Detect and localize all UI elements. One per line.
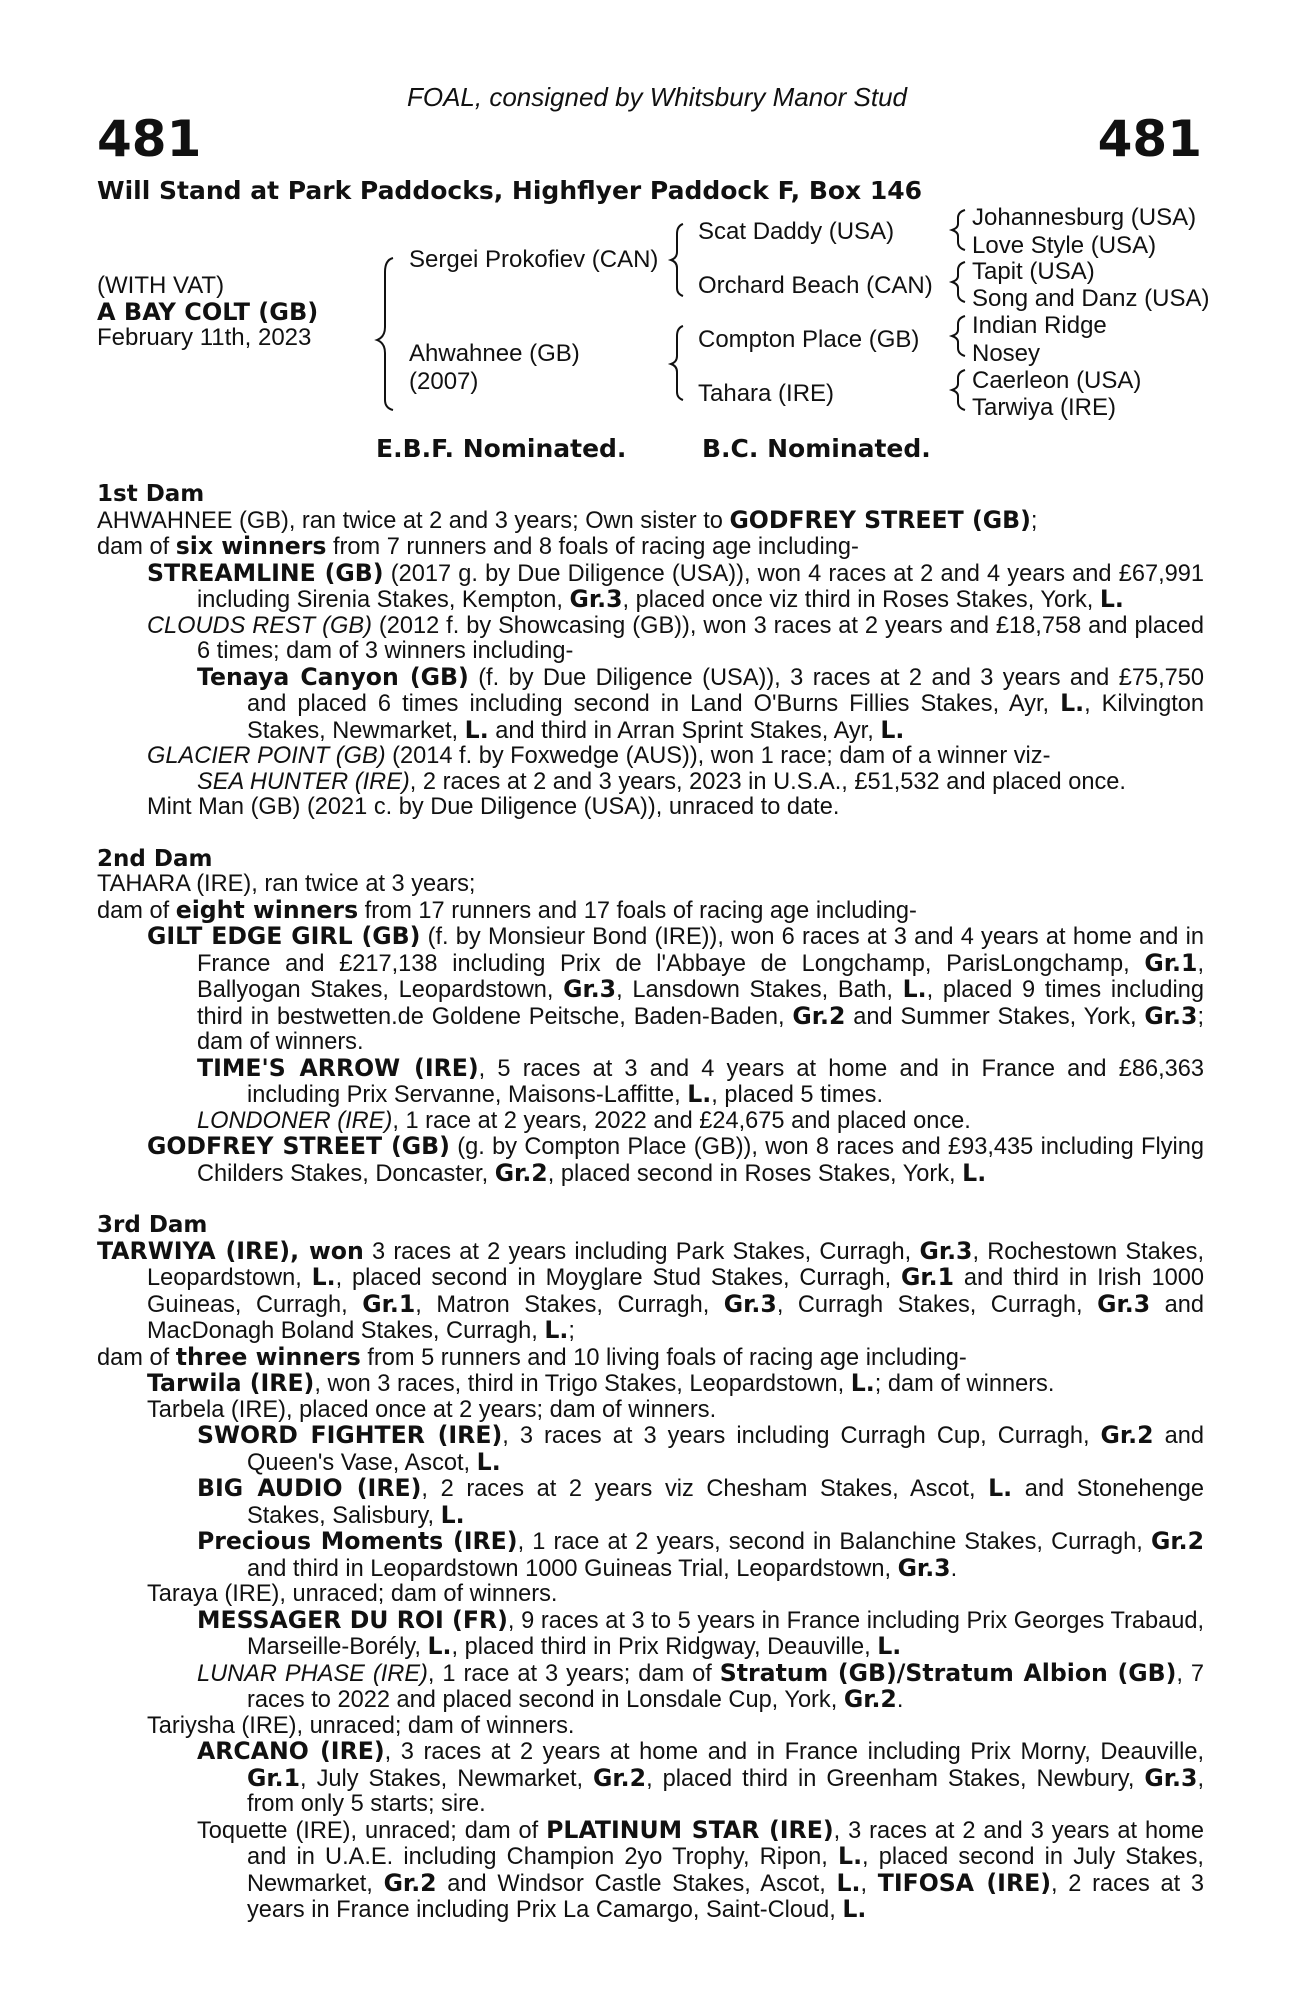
dam2-produce-2: TIME'S ARROW (IRE), 5 races at 3 and 4 years at home and in France and £86,363 including Prix Servanne, Maisons-Laffitte, L., placed 5 times. (197, 1053, 1204, 1108)
granddam-line-7: Caerleon (USA) (972, 367, 1142, 394)
catalogue-body (97, 482, 1204, 1924)
dam3-produce-11: Toquette (IRE), unraced; dam of PLATINUM STAR (IRE), 3 races at 2 and 3 years at home and in U.A.E. including Champion 2yo Trophy, Ripon, L., placed second in July Stakes, Newmarket, Gr.2 and Windsor Castle Stakes, Ascot, L., TIFOSA (IRE), 2 races at 3 years in France including Prix La Camargo, Saint-Cloud, L. (197, 1815, 1205, 1923)
horse-name: A BAY COLT (GB) (97, 298, 319, 326)
granddam-line-4: Song and Danz (USA) (972, 285, 1210, 312)
dam1-heading: 1st Dam (97, 481, 205, 507)
dam3-produce-8: LUNAR PHASE (IRE), 1 race at 3 years; dam of Stratum (GB)/Stratum Albion (GB), 7 races to 2022 and placed second in Lonsdale Cup, York, Gr.2. (197, 1658, 1204, 1713)
consignment-line: FOAL, consigned by Whitsbury Manor Stud (406, 82, 907, 112)
foaling-date: February 11th, 2023 (97, 324, 312, 351)
granddam-line-5: Indian Ridge (972, 312, 1107, 339)
dam1-produce-5: SEA HUNTER (IRE), 2 races at 2 and 3 years, 2023 in U.S.A., £51,532 and placed once. (197, 768, 1126, 795)
dam1-produce-2: CLOUDS REST (GB) (2012 f. by Showcasing (GB)), won 3 races at 2 years and £18,758 and placed 6 times; dam of 3 winners including- (147, 612, 1204, 664)
dam2-produce-1: GILT EDGE GIRL (GB) (f. by Monsieur Bond (IRE)), won 6 races at 3 and 4 years at home and in France and £217,138 including Prix de l'Abbaye de Longchamp, ParisLongchamp, Gr.1, Ballyogan Stakes, Leopardstown, Gr.3, Lansdown Stakes, Bath, L., placed 9 times including third in bestwetten.de Goldene Peitsche, Baden-Baden, Gr.2 and Summer Stakes, York, Gr.3; dam of winners. (147, 922, 1204, 1055)
ebf-nominated: E.B.F. Nominated. (376, 434, 627, 463)
lot-number-right: 481 (1097, 110, 1202, 168)
dam3-produce-4: BIG AUDIO (IRE), 2 races at 2 years viz Chesham Stakes, Ascot, L. and Stonehenge Stakes, Salisbury, L. (197, 1474, 1204, 1529)
lot-number-left: 481 (97, 110, 202, 168)
granddam-line-1: Johannesburg (USA) (972, 204, 1197, 231)
dam1-line2: dam of six winners from 7 runners and 8 foals of racing age including- (97, 532, 859, 560)
dam3-line1: TARWIYA (IRE), won 3 races at 2 years including Park Stakes, Curragh, Gr.3, Rochestown Stakes, Leopardstown, L., placed second in Moyglare Stud Stakes, Curragh, Gr.1 and third in Irish 1000 Guineas, Curragh, Gr.1, Matron Stakes, Curragh, Gr.3, Curragh Stakes, Curragh, Gr.3 and MacDonagh Boland Stakes, Curragh, L.; (97, 1236, 1205, 1344)
vat-note: (WITH VAT) (97, 272, 225, 299)
granddam-line-6: Nosey (972, 340, 1041, 367)
dam-year: (2007) (409, 368, 479, 395)
granddam-line-8: Tarwiya (IRE) (972, 394, 1117, 421)
dam3-produce-9: Tariysha (IRE), unraced; dam of winners. (147, 1712, 575, 1739)
granddam-line-3: Tapit (USA) (972, 258, 1095, 285)
dam3-produce-6: Taraya (IRE), unraced; dam of winners. (147, 1581, 558, 1607)
dam: Ahwahnee (GB) (409, 340, 580, 367)
dam1-produce-1: STREAMLINE (GB) (2017 g. by Due Diligence (USA)), won 4 races at 2 and 4 years and £67,991 including Sirenia Stakes, Kempton, Gr.3, placed once viz third in Roses Stakes, York, L. (147, 558, 1204, 613)
dam1-produce-4: GLACIER POINT (GB) (2014 f. by Foxwedge (AUS)), won 1 race; dam of a winner viz- (147, 743, 1051, 769)
dam-sire: Compton Place (GB) (698, 326, 920, 353)
bc-nominated: B.C. Nominated. (702, 434, 931, 463)
dam1-line1: AHWAHNEE (GB), ran twice at 2 and 3 years; Own sister to GODFREY STREET (GB); (97, 505, 1038, 534)
sire-dam: Orchard Beach (CAN) (698, 272, 933, 299)
dam2-produce-3: LONDONER (IRE), 1 race at 2 years, 2022 and £24,675 and placed once. (197, 1107, 971, 1134)
dam3-produce-2: Tarbela (IRE), placed once at 2 years; dam of winners. (147, 1396, 717, 1423)
sire: Sergei Prokofiev (CAN) (409, 246, 659, 273)
dam3-produce-7: MESSAGER DU ROI (FR), 9 races at 3 to 5 years in France including Prix Georges Trabaud, Marseille-Borély, L., placed third in Prix Ridgway, Deauville, L. (197, 1605, 1205, 1660)
dam-dam: Tahara (IRE) (698, 380, 835, 407)
dam2-heading: 2nd Dam (97, 845, 213, 872)
dam3-produce-10: ARCANO (IRE), 3 races at 2 years at home and in France including Prix Morny, Deauville, Gr.1, July Stakes, Newmarket, Gr.2, placed third in Greenham Stakes, Newbury, Gr.3, from only 5 starts; sire. (197, 1737, 1204, 1817)
dam3-heading: 3rd Dam (97, 1212, 208, 1238)
dam3-produce-5: Precious Moments (IRE), 1 race at 2 years, second in Balanchine Stakes, Curragh, Gr.2 and third in Leopardstown 1000 Guineas Trial, Leopardstown, Gr.3. (197, 1527, 1204, 1582)
dam3-produce-1: Tarwila (IRE), won 3 races, third in Trigo Stakes, Leopardstown, L.; dam of winners. (147, 1369, 1055, 1397)
dam1-produce-6: Mint Man (GB) (2021 c. by Due Diligence (USA)), unraced to date. (147, 794, 840, 820)
granddam-line-2: Love Style (USA) (972, 232, 1157, 259)
sire-sire: Scat Daddy (USA) (698, 218, 895, 245)
dam3-produce-3: SWORD FIGHTER (IRE), 3 races at 3 years including Curragh Cup, Curragh, Gr.2 and Queen's Vase, Ascot, L. (197, 1421, 1204, 1476)
dam2-produce-4: GODFREY STREET (GB) (g. by Compton Place (GB)), won 8 races and £93,435 including Flying Childers Stakes, Doncaster, Gr.2, placed second in Roses Stakes, York, L. (147, 1132, 1204, 1187)
dam3-line2: dam of three winners from 5 runners and 10 living foals of racing age including- (97, 1342, 967, 1371)
dam1-produce-3: Tenaya Canyon (GB) (f. by Due Diligence (USA)), 3 races at 2 and 3 years and £75,750 and placed 6 times including second in Land O'Burns Fillies Stakes, Ayr, L., Kilvington Stakes, Newmarket, L. and third in Arran Sprint Stakes, Ayr, L. (197, 662, 1204, 744)
dam2-line2: dam of eight winners from 17 runners and 17 foals of racing age including- (97, 895, 917, 924)
stand-location: Will Stand at Park Paddocks, Highflyer Paddock F, Box 146 (97, 176, 923, 205)
dam2-line1: TAHARA (IRE), ran twice at 3 years; (97, 871, 476, 897)
